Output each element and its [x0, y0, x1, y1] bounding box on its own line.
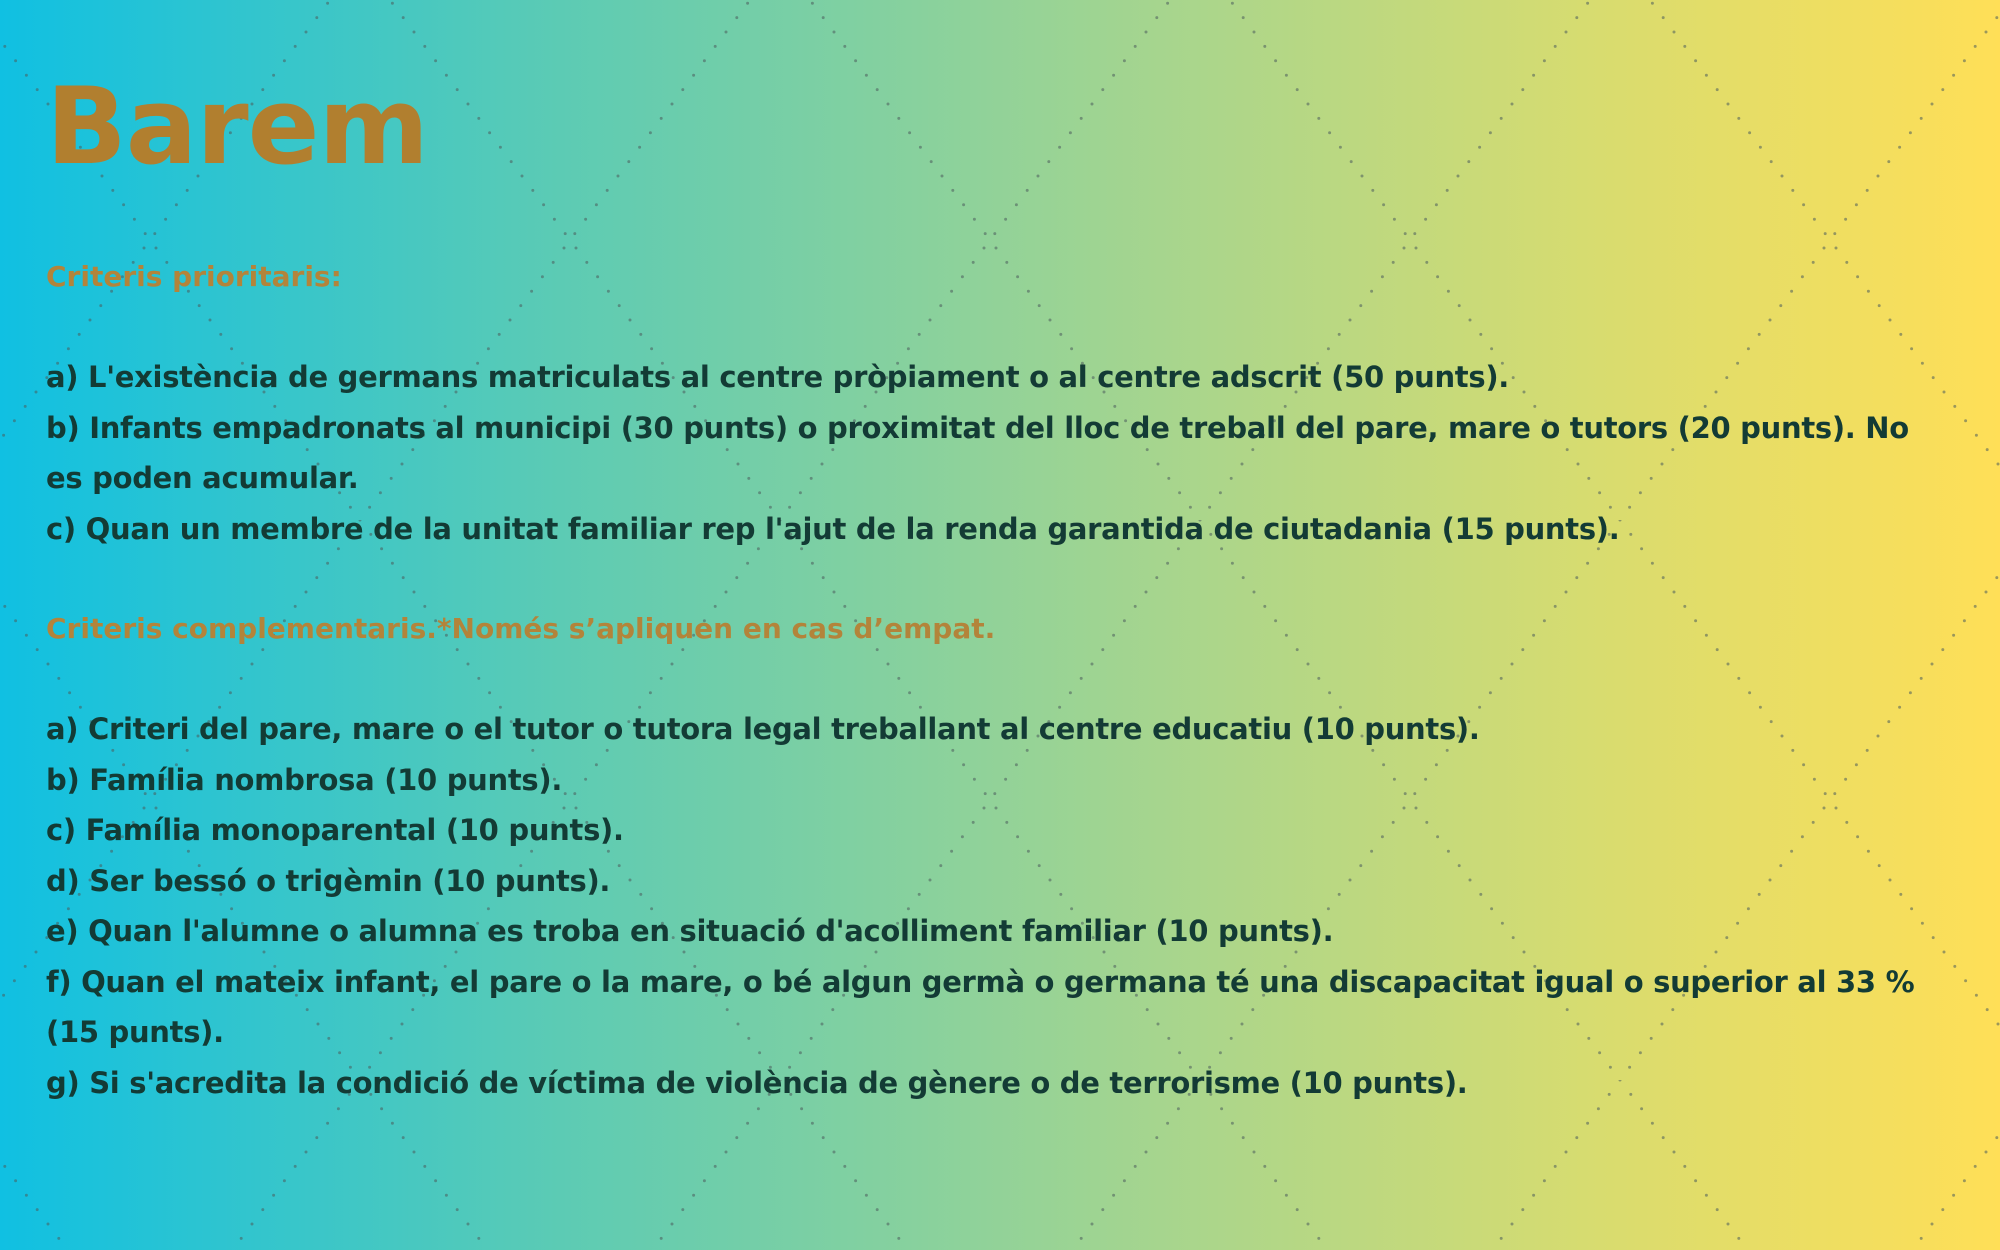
- list-item: c) Quan un membre de la unitat familiar rep l'ajut de la renda garantida de ciutadania (15 punts).: [46, 511, 1620, 546]
- list-item: b) Família nombrosa (10 punts).: [46, 762, 563, 797]
- list-item: b) Infants empadronats al municipi (30 punts) o proximitat del lloc de treball del pare, mare o tutors (20 punts). No es poden acumular.: [46, 410, 1909, 495]
- priority-criteria-heading: Criteris prioritaris:: [46, 260, 342, 293]
- list-item: c) Família monoparental (10 punts).: [46, 813, 624, 847]
- list-item: f) Quan el mateix infant, el pare o la mare, o bé algun germà o germana té una discapacitat igual o superior al 33 % (15 punts).: [46, 964, 1915, 1049]
- priority-criteria-list: [46, 352, 1946, 554]
- page-title: Barem: [46, 65, 428, 188]
- list-item: g) Si s'acredita la condició de víctima de violència de gènere o de terrorisme (10 punts).: [46, 1065, 1468, 1100]
- document-content: [46, 62, 1946, 1108]
- complementary-criteria-list: [46, 704, 1946, 1108]
- list-item: e) Quan l'alumne o alumna es troba en situació d'acolliment familiar (10 punts).: [46, 914, 1334, 948]
- complementary-criteria-heading: Criteris complementaris.*Només s’apliquen en cas d’empat.: [46, 612, 996, 645]
- list-item: d) Ser bessó o trigèmin (10 punts).: [46, 863, 611, 898]
- list-item: a) L'existència de germans matriculats al centre pròpiament o al centre adscrit (50 punts).: [46, 360, 1510, 394]
- list-item: a) Criteri del pare, mare o el tutor o tutora legal treballant al centre educatiu (10 punts).: [46, 712, 1480, 746]
